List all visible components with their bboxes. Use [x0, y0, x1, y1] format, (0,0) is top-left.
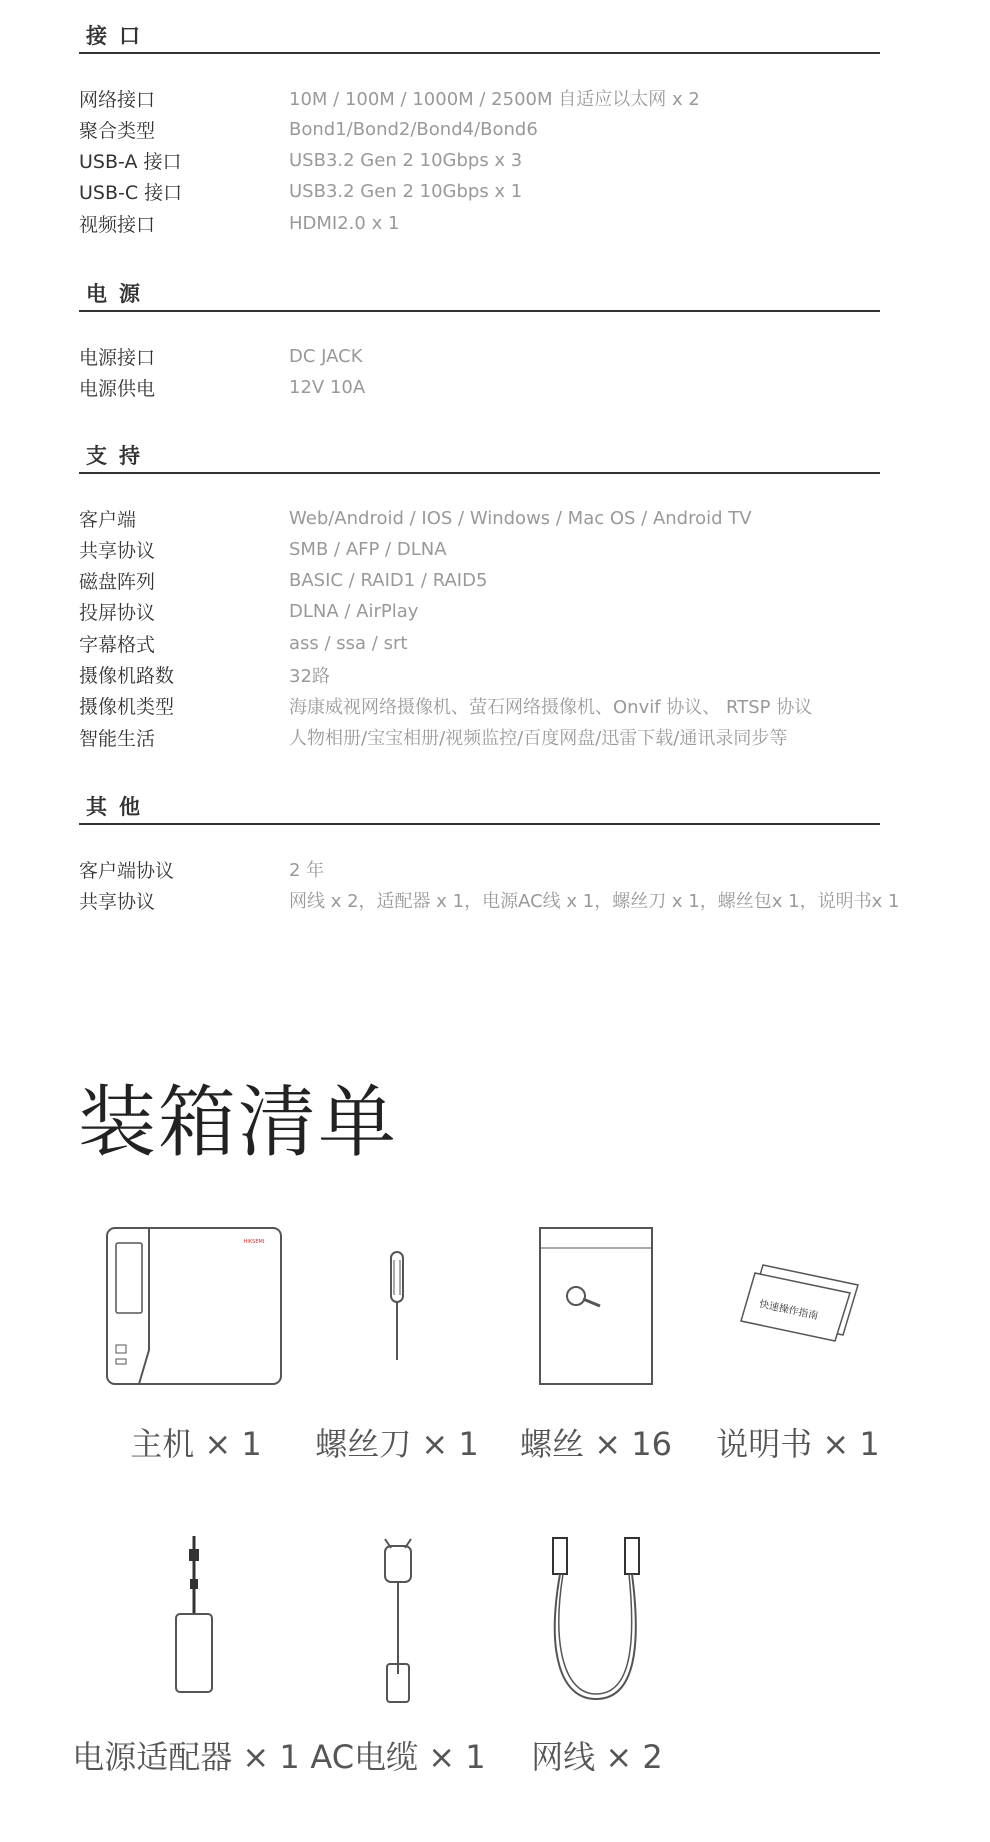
- spec-value: 网线 x 2，适配器 x 1，电源AC线 x 1，螺丝刀 x 1，螺丝包x 1，说明书x 1: [289, 891, 900, 913]
- section-divider: [79, 472, 880, 474]
- spec-label: 磁盘阵列: [79, 571, 156, 594]
- spec-value: USB3.2 Gen 2 10Gbps x 3: [289, 150, 523, 172]
- spec-value: HDMI2.0 x 1: [289, 212, 400, 234]
- spec-row: [79, 597, 418, 627]
- spec-label: 摄像机路数: [79, 665, 175, 687]
- screwdriver-image: [287, 1250, 507, 1365]
- item-label: 螺丝刀 × 1: [315, 1425, 479, 1463]
- spec-label: 智能生活: [79, 727, 156, 750]
- spec-label: 客户端协议: [79, 859, 175, 882]
- item-label: 电源适配器 × 1: [72, 1738, 300, 1776]
- section-heading: 接口: [86, 24, 152, 48]
- spec-label: 字幕格式: [79, 633, 156, 656]
- spec-row: [79, 660, 330, 690]
- spec-value: Web/Android / IOS / Windows / Mac OS / Android TV: [289, 507, 752, 529]
- spec-label: 共享协议: [79, 890, 156, 913]
- spec-row: [79, 534, 447, 564]
- spec-label: 共享协议: [79, 539, 156, 562]
- spec-value: 人物相册/宝宝相册/视频监控/百度网盘/迅雷下载/通讯录同步等: [289, 728, 788, 750]
- spec-label: 电源供电: [79, 377, 156, 400]
- spec-row: [79, 208, 399, 238]
- item-label: 螺丝 × 16: [520, 1425, 672, 1463]
- spec-value: DLNA / AirPlay: [289, 601, 419, 623]
- spec-row: [79, 885, 899, 915]
- spec-label: 电源接口: [79, 346, 156, 369]
- spec-label: 视频接口: [79, 213, 156, 236]
- svg-text:HIKSEMI: HIKSEMI: [243, 1239, 265, 1245]
- section-heading: 支持: [86, 444, 152, 468]
- spec-value: 2 年: [289, 860, 325, 881]
- svg-text:快速操作指南: 快速操作指南: [758, 1298, 820, 1323]
- spec-row: [79, 628, 407, 658]
- spec-value: Bond1/Bond2/Bond4/Bond6: [289, 118, 538, 140]
- ac-cable-image: [287, 1534, 507, 1706]
- spec-label: 投屏协议: [79, 602, 156, 625]
- spec-row: [79, 722, 787, 752]
- packing-title: 装箱清单: [78, 1078, 399, 1168]
- spec-row: [79, 114, 538, 144]
- item-label: 网线 × 2: [531, 1738, 663, 1776]
- spec-row: [79, 691, 812, 721]
- power-adapter-image: [84, 1534, 304, 1694]
- spec-value: 32路: [289, 665, 330, 687]
- item-label: 说明书 × 1: [716, 1425, 880, 1463]
- screw-bag-image: [486, 1226, 706, 1386]
- item-label: 主机 × 1: [130, 1425, 262, 1463]
- item-label: AC电缆 × 1: [310, 1738, 486, 1776]
- spec-label: 聚合类型: [79, 119, 156, 142]
- spec-row: [79, 854, 324, 884]
- spec-row: [79, 83, 700, 113]
- spec-row: [79, 177, 522, 207]
- spec-value: USB3.2 Gen 2 10Gbps x 1: [289, 181, 523, 203]
- section-divider: [79, 823, 880, 825]
- spec-label: USB-C 接口: [79, 182, 183, 205]
- spec-row: [79, 566, 487, 596]
- section-heading: 电源: [86, 282, 152, 306]
- spec-label: 客户端: [79, 508, 137, 531]
- manual-image: [688, 1255, 908, 1345]
- section-divider: [79, 52, 880, 54]
- spec-row: [79, 503, 752, 533]
- spec-label: 网络接口: [79, 88, 156, 111]
- spec-value: SMB / AFP / DLNA: [289, 538, 447, 560]
- spec-value: BASIC / RAID1 / RAID5: [289, 570, 488, 592]
- spec-value: 10M / 100M / 1000M / 2500M 自适应以太网 x 2: [289, 89, 700, 110]
- network-cable-image: [486, 1534, 706, 1706]
- spec-label: USB-A 接口: [79, 151, 182, 174]
- section-divider: [79, 310, 880, 312]
- section-heading: 其他: [86, 795, 152, 819]
- device-image: [84, 1225, 304, 1387]
- spec-row: [79, 372, 365, 402]
- spec-label: 摄像机类型: [79, 696, 175, 719]
- spec-value: 12V 10A: [289, 376, 366, 398]
- spec-value: DC JACK: [289, 345, 363, 367]
- spec-value: 海康威视网络摄像机、萤石网络摄像机、Onvif 协议、 RTSP 协议: [289, 696, 813, 718]
- spec-row: [79, 146, 522, 176]
- spec-value: ass / ssa / srt: [289, 632, 408, 654]
- spec-row: [79, 341, 363, 371]
